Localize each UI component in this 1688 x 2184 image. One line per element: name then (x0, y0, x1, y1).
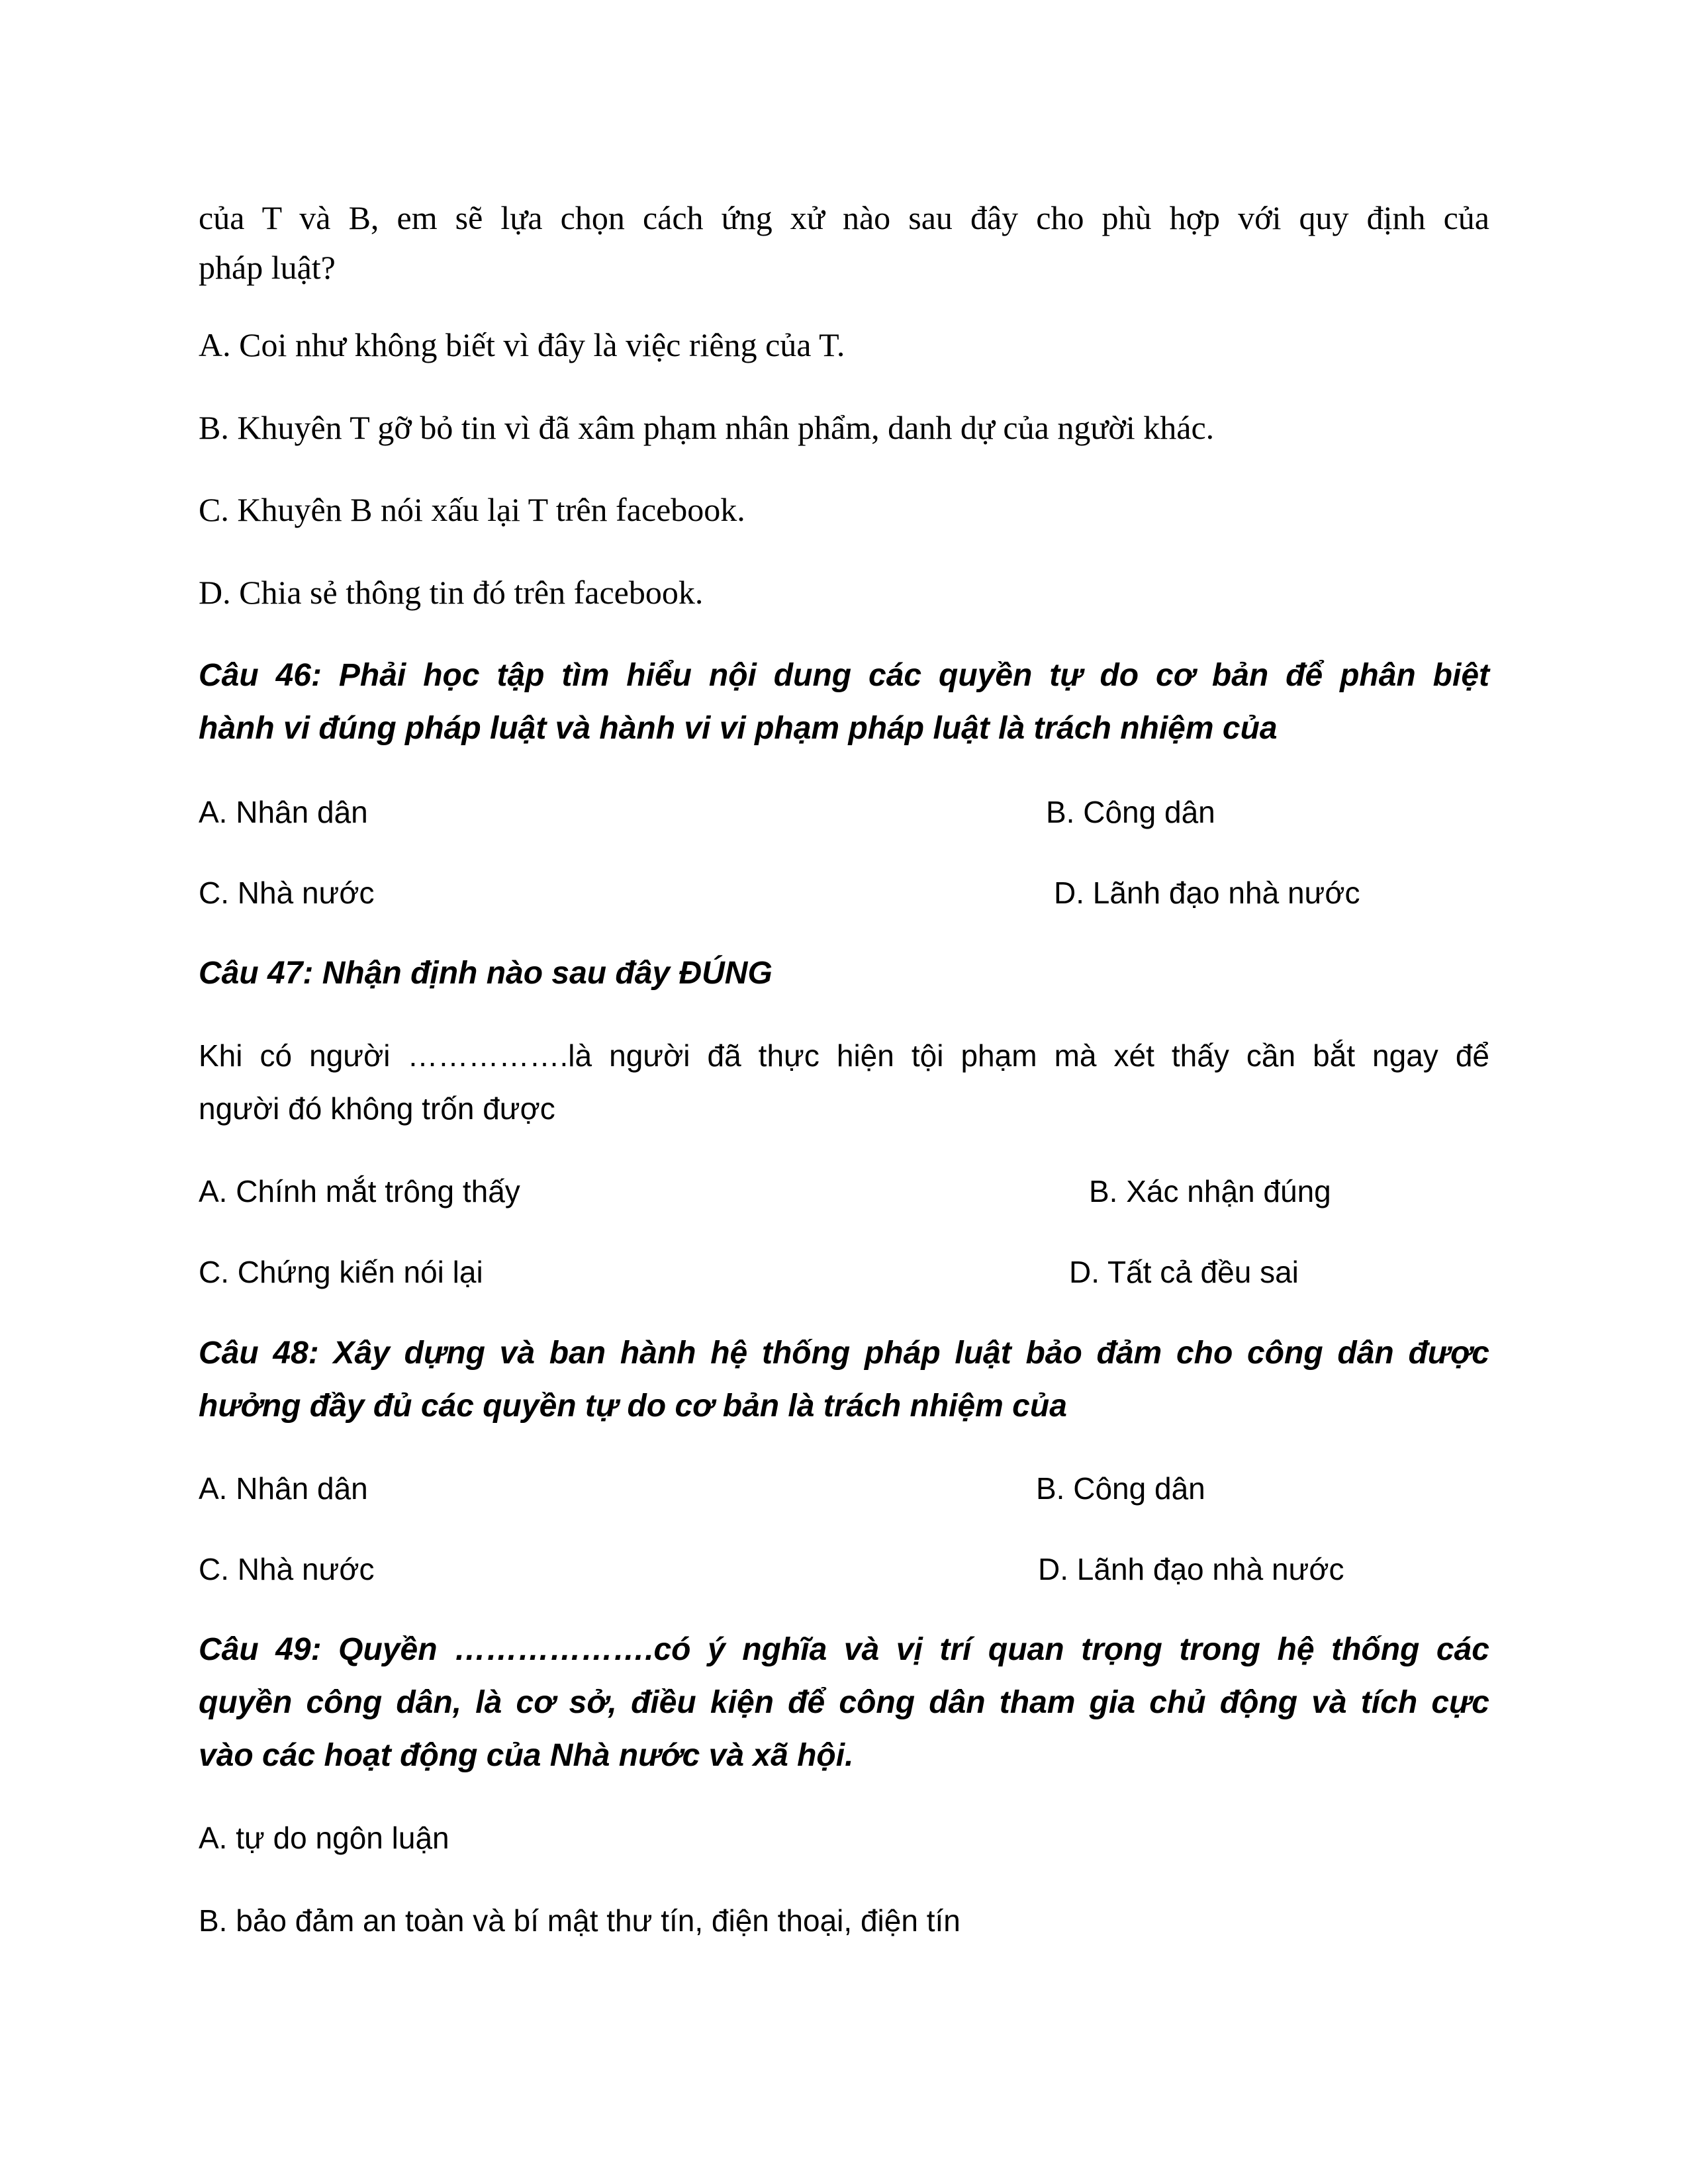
q46-title-line-1: Câu 46: Phải học tập tìm hiểu nội dung các quyền tự do cơ bản để phân biệt (199, 658, 1489, 693)
q49-title-line-1: Câu 49: Quyền ……………….có ý nghĩa và vị trí quan trọng trong hệ thống các (199, 1632, 1489, 1667)
intro-line-1: của T và B, em sẽ lựa chọn cách ứng xử nào sau đây cho phù hợp với quy định của (199, 199, 1489, 236)
q49-option-a: A. tự do ngôn luận (199, 1821, 449, 1855)
q47-option-d: D. Tất cả đều sai (1069, 1255, 1299, 1289)
q45-option-c: C. Khuyên B nói xấu lại T trên facebook. (199, 491, 745, 528)
q48-option-d: D. Lãnh đạo nhà nước (1038, 1552, 1344, 1586)
q48-title-line-1: Câu 48: Xây dựng và ban hành hệ thống pháp luật bảo đảm cho công dân được (199, 1336, 1489, 1371)
q48-option-c: C. Nhà nước (199, 1552, 375, 1586)
q46-option-b: B. Công dân (1046, 795, 1215, 829)
q48-option-b: B. Công dân (1036, 1471, 1205, 1506)
q48-title-line-2: hưởng đầy đủ các quyền tự do cơ bản là trách nhiệm của (199, 1388, 1067, 1424)
q47-body-line-1: Khi có người …………….là người đã thực hiện tội phạm mà xét thấy cần bắt ngay để (199, 1038, 1489, 1073)
q47-option-b: B. Xác nhận đúng (1089, 1174, 1331, 1208)
q49-title-line-2: quyền công dân, là cơ sở, điều kiện để công dân tham gia chủ động và tích cực (199, 1685, 1489, 1720)
q46-option-d: D. Lãnh đạo nhà nước (1054, 876, 1360, 910)
q46-option-a: A. Nhân dân (199, 795, 368, 829)
q45-option-d: D. Chia sẻ thông tin đó trên facebook. (199, 574, 704, 611)
q49-title-line-3: vào các hoạt động của Nhà nước và xã hội. (199, 1738, 854, 1773)
q49-option-b: B. bảo đảm an toàn và bí mật thư tín, điện thoại, điện tín (199, 1903, 961, 1938)
q47-option-c: C. Chứng kiến nói lại (199, 1255, 483, 1289)
q45-option-a: A. Coi như không biết vì đây là việc riêng của T. (199, 326, 845, 363)
q45-option-b: B. Khuyên T gỡ bỏ tin vì đã xâm phạm nhân phẩm, danh dự của người khác. (199, 409, 1215, 446)
q46-title-line-2: hành vi đúng pháp luật và hành vi vi phạm pháp luật là trách nhiệm của (199, 711, 1278, 746)
intro-line-2: pháp luật? (199, 249, 336, 286)
q48-option-a: A. Nhân dân (199, 1471, 368, 1506)
q47-title: Câu 47: Nhận định nào sau đây ĐÚNG (199, 956, 773, 991)
q47-option-a: A. Chính mắt trông thấy (199, 1174, 520, 1208)
q46-option-c: C. Nhà nước (199, 876, 375, 910)
q47-body-line-2: người đó không trốn được (199, 1091, 555, 1126)
